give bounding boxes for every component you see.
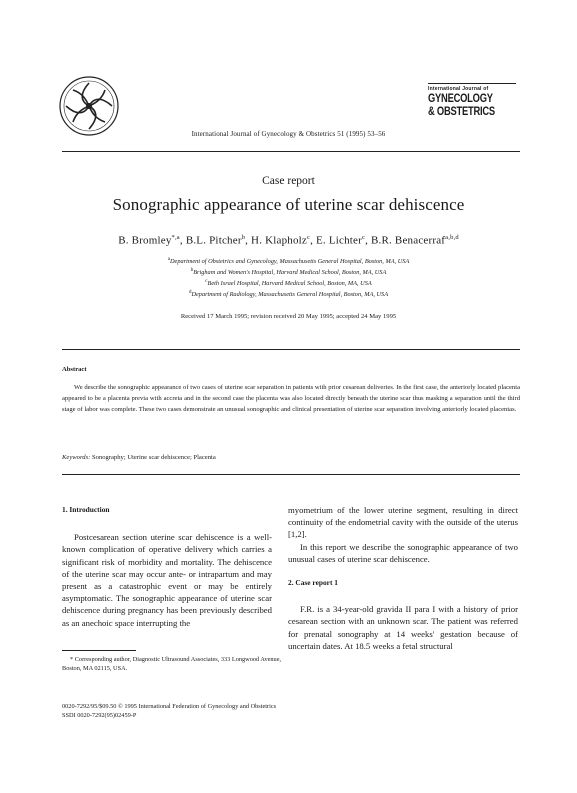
article-type: Case report <box>262 175 315 187</box>
abstract-heading: Abstract <box>62 366 87 373</box>
footnote-rule <box>62 650 136 651</box>
keywords-text: Sonography; Uterine scar dehiscence; Placenta <box>91 454 216 461</box>
case-heading: 2. Case report 1 <box>288 578 338 588</box>
author-affiliation-mark: *,a <box>171 234 180 241</box>
intro-heading: 1. Introduction <box>62 505 110 514</box>
affiliation-list <box>0 255 577 299</box>
author-name: H. Klapholz <box>251 234 308 247</box>
left-column <box>62 504 272 629</box>
abstract-text: We describe the sonographic appearance of two cases of uterine scar separation in patients with prior cesarean deliveries. In the first case, the anteriorly located placenta appeared to be a placenta previa with accreta and in the second case the placenta was also located directly beneath the uterine scar thus masking a separation until the third stage of labor was complete. These two cases demonstrate an unusual sonographic and clinical presentation of uterine scar separation involving anteriorly located placentas. <box>62 384 520 414</box>
received-dates: Received 17 March 1995; revision received 20 May 1995; accepted 24 May 1995 <box>180 313 397 320</box>
author-affiliation-mark: c <box>307 234 311 241</box>
footnote: * Corresponding author, Diagnostic Ultrasound Associates, 333 Longwood Avenue, Boston, MA 02115, USA. <box>62 656 282 672</box>
journal-emblem-icon <box>58 75 120 137</box>
right-column <box>288 504 518 652</box>
right-paragraph-2: In this report we describe the sonographic appearance of two unusual cases of uterine scar dehiscence. <box>288 541 518 564</box>
affiliation-mark: d <box>188 290 192 296</box>
case-paragraph: F.R. is a 34-year-old gravida II para I with a history of prior cesarean section with an unknown scar. The patient was referred for prenatal sonography at 14 weeks' gestation because of uncertain dates. At 18.5 weeks a fetal structural <box>288 604 518 651</box>
article-title: Sonographic appearance of uterine scar dehiscence <box>112 195 465 214</box>
keywords-label: Keywords: <box>62 454 91 461</box>
author-list <box>0 234 577 247</box>
brand-top-rule <box>428 83 516 84</box>
header-rule <box>62 151 520 152</box>
brand-small-text: International Journal of <box>428 86 489 92</box>
author-name: B.R. Benacerraf <box>371 234 446 247</box>
affiliation-mark: a <box>167 257 170 262</box>
journal-brand-logo <box>428 86 518 118</box>
intro-paragraph: Postcesarean section uterine scar dehiscence is a well-known complication of operative delivery which carries a significant risk of morbidity and mortality. The dehiscence of the uterine scar may occur ante- or intrapartum and may present as a catastrophic event or may be entirely asymptomatic. The sonographic appearance of uterine scar dehiscence during pregnancy has been previously described as an anechoic space interrupting the <box>62 532 272 628</box>
brand-line-1: GYNECOLOGY <box>428 91 493 105</box>
affiliation-line <box>0 255 577 266</box>
affiliation-text: Department of Radiology, Massachusetts General Hospital, Boston, MA, USA <box>191 291 389 299</box>
abstract-bottom-rule <box>62 474 520 475</box>
affiliation-line <box>0 266 577 277</box>
affiliation-text: Brigham and Women's Hospital, Harvard Medical School, Boston, MA, USA <box>193 269 387 277</box>
copyright-block <box>62 702 522 720</box>
affiliation-text: Department of Obstetrics and Gynecology, Massachusetts General Hospital, Boston, MA, USA <box>169 258 410 266</box>
affiliation-text: Beth Israel Hospital, Harvard Medical School, Boston, MA, USA <box>207 280 372 288</box>
affiliation-mark: b <box>190 268 194 274</box>
affiliation-mark: c <box>205 279 208 285</box>
author-affiliation-mark: b <box>241 234 246 241</box>
journal-citation: International Journal of Gynecology & Obstetrics 51 (1995) 53–56 <box>191 130 386 138</box>
author-separator: , <box>245 234 252 247</box>
author-separator: , <box>310 234 317 247</box>
author-separator: , <box>179 234 186 247</box>
author-name: B.L. Pitcher <box>185 234 242 247</box>
abstract-top-rule <box>62 349 520 350</box>
ssdi-line: SSDI 0020-7292(95)02459-P <box>62 712 137 719</box>
copyright-line: 0020-7292/95/$09.50 © 1995 International Federation of Gynecology and Obstetrics <box>62 703 277 710</box>
author-affiliation-mark: c <box>362 234 366 241</box>
affiliation-line <box>0 277 577 288</box>
author-name: B. Bromley <box>118 234 172 247</box>
author-separator: , <box>365 234 371 247</box>
author-affiliation-mark: a,b,d <box>445 234 459 241</box>
brand-line-2: & OBSTETRICS <box>428 104 495 118</box>
keywords-line <box>62 454 216 461</box>
author-name: E. Lichter <box>316 234 362 247</box>
right-paragraph-1: myometrium of the lower uterine segment, resulting in direct continuity of the endometrial cavity with the outside of the uterus [1,2]. <box>288 505 518 540</box>
affiliation-line <box>0 288 577 299</box>
